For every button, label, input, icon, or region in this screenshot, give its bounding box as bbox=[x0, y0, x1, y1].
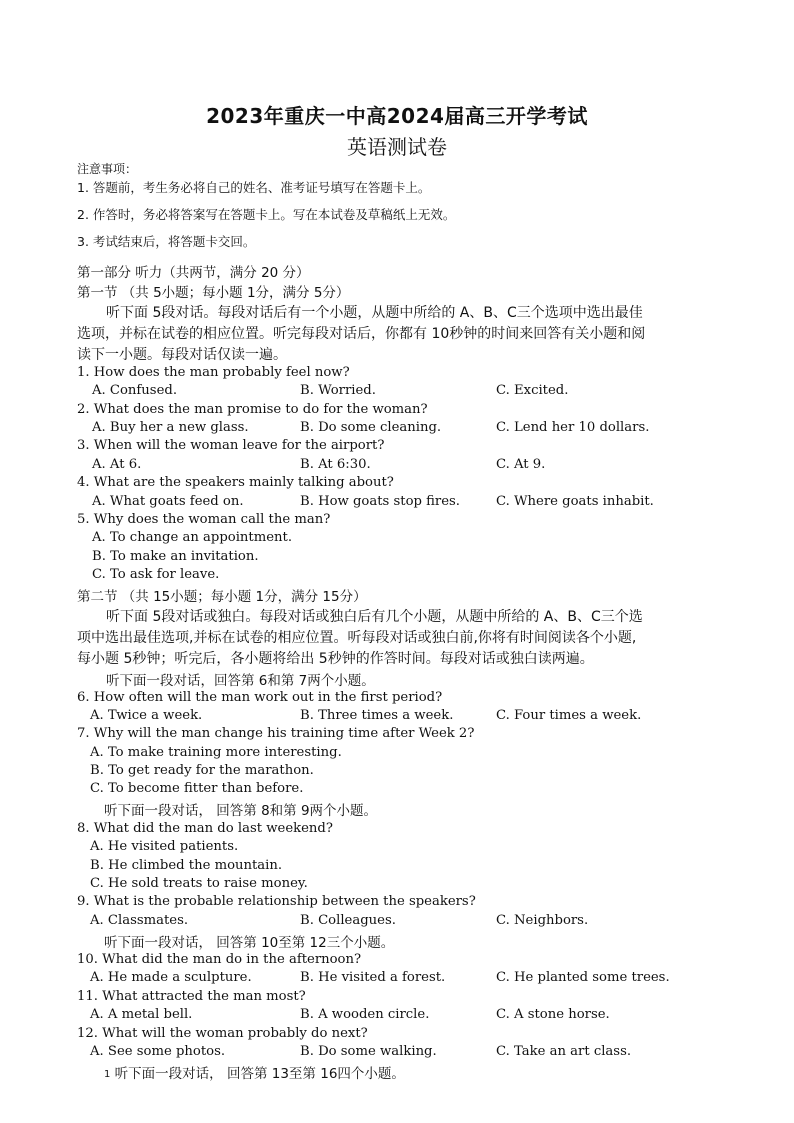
group-instruction bbox=[104, 1062, 405, 1082]
question-stem: 6. How often will the man work out in the first period? bbox=[77, 690, 443, 705]
option-b: B. To get ready for the marathon. bbox=[90, 763, 314, 778]
option-b: B. At 6:30. bbox=[300, 457, 371, 472]
note-item: 3. 考试结束后，将答题卡交回。 bbox=[77, 234, 256, 249]
option-b: B. Three times a week. bbox=[300, 708, 454, 723]
option-c: C. He planted some trees. bbox=[496, 970, 670, 985]
section2-heading: 第二节 （共 15小题；每小题 1分，满分 15分） bbox=[77, 589, 367, 605]
question-stem: 12. What will the woman probably do next? bbox=[77, 1026, 368, 1041]
option-a: A. To make training more interesting. bbox=[90, 745, 342, 760]
question-stem: 2. What does the man promise to do for the woman? bbox=[77, 402, 428, 417]
question-stem: 5. Why does the woman call the man? bbox=[77, 512, 331, 527]
option-b: B. Do some walking. bbox=[300, 1044, 437, 1059]
section2-directions: 项中选出最佳选项,并标在试卷的相应位置。听每段对话或独白前,你将有时间阅读各个小题, bbox=[77, 630, 637, 646]
question-stem: 3. When will the woman leave for the airport? bbox=[77, 438, 385, 453]
option-a: A. Buy her a new glass. bbox=[92, 420, 249, 435]
option-c: C. Four times a week. bbox=[496, 708, 642, 723]
instruction-prefix: 1 bbox=[104, 1069, 111, 1080]
option-b: B. He visited a forest. bbox=[300, 970, 446, 985]
exam-title: 2023年重庆一中高2024届高三开学考试 bbox=[206, 104, 588, 128]
question-stem: 7. Why will the man change his training time after Week 2? bbox=[77, 726, 475, 741]
option-c: C. At 9. bbox=[496, 457, 546, 472]
option-b: B. Do some cleaning. bbox=[300, 420, 442, 435]
group-instruction: 听下面一段对话，回答第 6和第 7两个小题。 bbox=[106, 673, 375, 689]
option-a: A. What goats feed on. bbox=[92, 494, 244, 509]
section2-directions: 每小题 5秒钟；听完后，各小题将给出 5秒钟的作答时间。每段对话或独白读两遍。 bbox=[77, 651, 594, 667]
option-c: C. He sold treats to raise money. bbox=[90, 876, 308, 891]
instruction-text: 听下面一段对话， 回答第 13至第 16四个小题。 bbox=[114, 1066, 405, 1082]
note-item: 2. 作答时，务必将答案写在答题卡上。写在本试卷及草稿纸上无效。 bbox=[77, 207, 456, 222]
question-stem: 11. What attracted the man most? bbox=[77, 989, 306, 1004]
option-a: A. See some photos. bbox=[90, 1044, 226, 1059]
section2-directions: 听下面 5段对话或独白。每段对话或独白后有几个小题，从题中所给的 A、B、C三个选 bbox=[106, 609, 643, 625]
question-stem: 9. What is the probable relationship between the speakers? bbox=[77, 894, 476, 909]
option-a: A. To change an appointment. bbox=[92, 530, 293, 545]
option-a: A. Classmates. bbox=[90, 913, 189, 928]
question-stem: 1. How does the man probably feel now? bbox=[77, 365, 350, 380]
section1-directions: 听下面 5段对话。每段对话后有一个小题，从题中所给的 A、B、C三个选项中选出最佳 bbox=[106, 305, 643, 321]
exam-subtitle: 英语测试卷 bbox=[347, 135, 447, 159]
question-stem: 10. What did the man do in the afternoon? bbox=[77, 952, 362, 967]
option-a: A. He visited patients. bbox=[90, 839, 239, 854]
option-c: C. Lend her 10 dollars. bbox=[496, 420, 650, 435]
option-a: A. At 6. bbox=[92, 457, 142, 472]
notes-heading: 注意事项： bbox=[77, 162, 138, 176]
option-b: B. Colleagues. bbox=[300, 913, 396, 928]
option-c: C. To become fitter than before. bbox=[90, 781, 304, 796]
note-item: 1. 答题前，考生务必将自己的姓名、准考证号填写在答题卡上。 bbox=[77, 180, 431, 195]
section1-heading: 第一节 （共 5小题；每小题 1分，满分 5分） bbox=[77, 285, 350, 301]
section1-directions: 选项，并标在试卷的相应位置。听完每段对话后，你都有 10秒钟的时间来回答有关小题和阅 bbox=[77, 326, 646, 342]
option-c: C. Take an art class. bbox=[496, 1044, 632, 1059]
option-b: B. A wooden circle. bbox=[300, 1007, 430, 1022]
option-a: A. He made a sculpture. bbox=[90, 970, 252, 985]
question-stem: 4. What are the speakers mainly talking about? bbox=[77, 475, 394, 490]
group-instruction: 听下面一段对话， 回答第 8和第 9两个小题。 bbox=[104, 803, 378, 819]
option-c: C. A stone horse. bbox=[496, 1007, 610, 1022]
option-a: A. Twice a week. bbox=[90, 708, 203, 723]
option-b: B. Worried. bbox=[300, 383, 376, 398]
option-a: A. Confused. bbox=[92, 383, 178, 398]
option-b: B. How goats stop fires. bbox=[300, 494, 461, 509]
option-c: C. To ask for leave. bbox=[92, 567, 220, 582]
question-stem: 8. What did the man do last weekend? bbox=[77, 821, 333, 836]
section1-directions: 读下一小题。每段对话仅读一遍。 bbox=[77, 347, 287, 363]
group-instruction: 听下面一段对话， 回答第 10至第 12三个小题。 bbox=[104, 935, 395, 951]
option-c: C. Neighbors. bbox=[496, 913, 589, 928]
option-c: C. Excited. bbox=[496, 383, 569, 398]
option-a: A. A metal bell. bbox=[90, 1007, 193, 1022]
part1-heading: 第一部分 听力（共两节，满分 20 分） bbox=[77, 265, 310, 281]
option-c: C. Where goats inhabit. bbox=[496, 494, 654, 509]
option-b: B. To make an invitation. bbox=[92, 549, 259, 564]
option-b: B. He climbed the mountain. bbox=[90, 858, 283, 873]
